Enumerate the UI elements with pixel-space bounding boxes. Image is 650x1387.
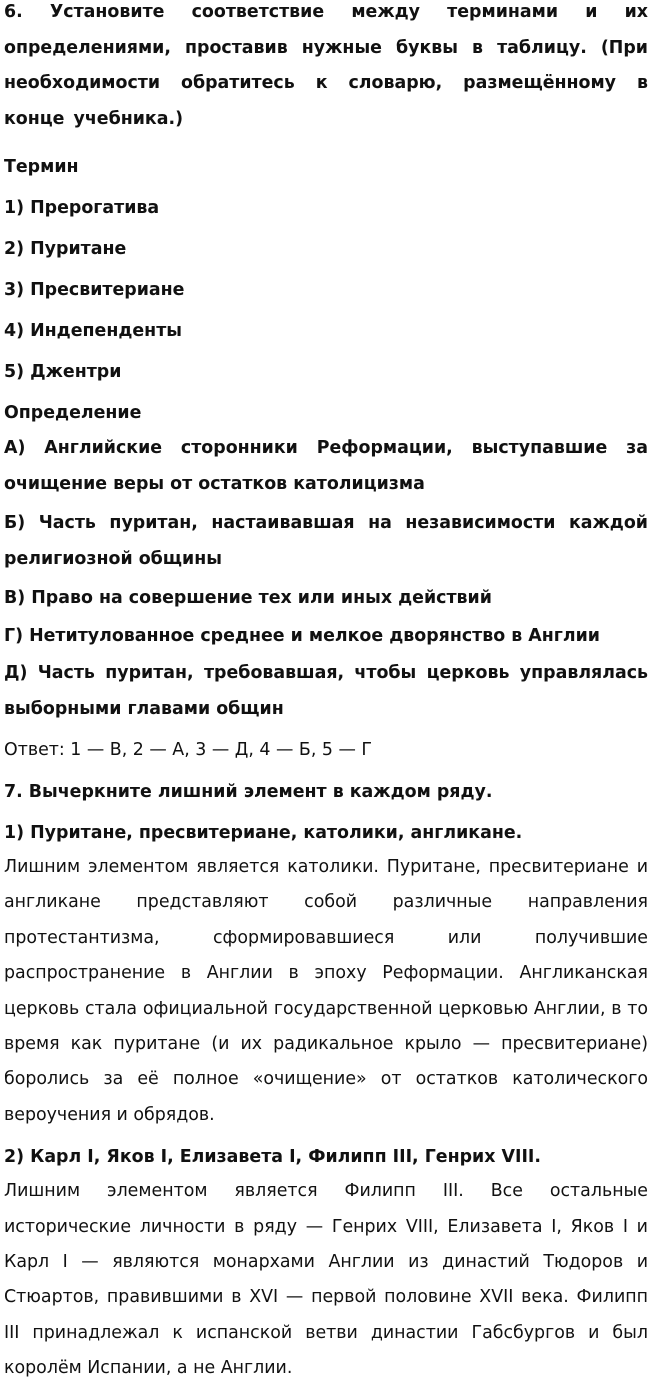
task7-row: 1) Пуритане, пресвитериане, католики, англикане. xyxy=(4,823,523,843)
term-item: 2) Пуритане xyxy=(4,239,127,259)
definition-item: В) Право на совершение тех или иных действий xyxy=(4,588,492,608)
task6-header: 6. Установите соответствие между терминами и их определениями, проставив нужные буквы в таблицу. (При необходимости обратитесь к словарю, размещённому в конце учебника.) xyxy=(4,2,648,129)
terms-title: Термин xyxy=(4,157,79,177)
definitions-title: Определение xyxy=(4,403,142,423)
definition-item: Б) Часть пуритан, настаивавшая на независимости каждой религиозной общины xyxy=(4,513,648,569)
term-item: 1) Прерогатива xyxy=(4,198,160,218)
term-item: 4) Индепенденты xyxy=(4,321,182,341)
task7-row: 2) Карл I, Яков I, Елизавета I, Филипп III, Генрих VIII. xyxy=(4,1147,541,1168)
term-item: 5) Джентри xyxy=(4,362,122,382)
definition-item: Г) Нетитулованное среднее и мелкое дворянство в Англии xyxy=(4,625,600,646)
task7-header: 7. Вычеркните лишний элемент в каждом ряду. xyxy=(4,782,493,802)
definition-item: А) Английские сторонники Реформации, выступавшие за очищение веры от остатков католицизма xyxy=(4,438,648,494)
task6-answer: Ответ: 1 — В, 2 — А, 3 — Д, 4 — Б, 5 — Г xyxy=(4,740,373,760)
task7-explanation: Лишним элементом является католики. Пуритане, пресвитериане и англикане представляют собой различные направления протестантизма, сформировавшиеся или получившие распространение в Англии в эпоху Реформации. Англиканская церковь стала официальной государственной церковью Англии, в то время как пуритане (и их радикальное крыло — пресвитериане) боролись за её полное «очищение» от остатков католического вероучения и обрядов. xyxy=(4,857,648,1125)
task7-explanation: Лишним элементом является Филипп III. Все остальные исторические личности в ряду — Генрих VIII, Елизавета I, Яков I и Карл I — являются монархами Англии из династий Тюдоров и Стюартов, правившими в XVI — первой половине XVII века. Филипп III принадлежал к испанской ветви династии Габсбургов и был королём Испании, а не Англии. xyxy=(4,1181,648,1379)
definition-item: Д) Часть пуритан, требовавшая, чтобы церковь управлялась выборными главами общин xyxy=(4,663,648,719)
term-item: 3) Пресвитериане xyxy=(4,280,185,300)
